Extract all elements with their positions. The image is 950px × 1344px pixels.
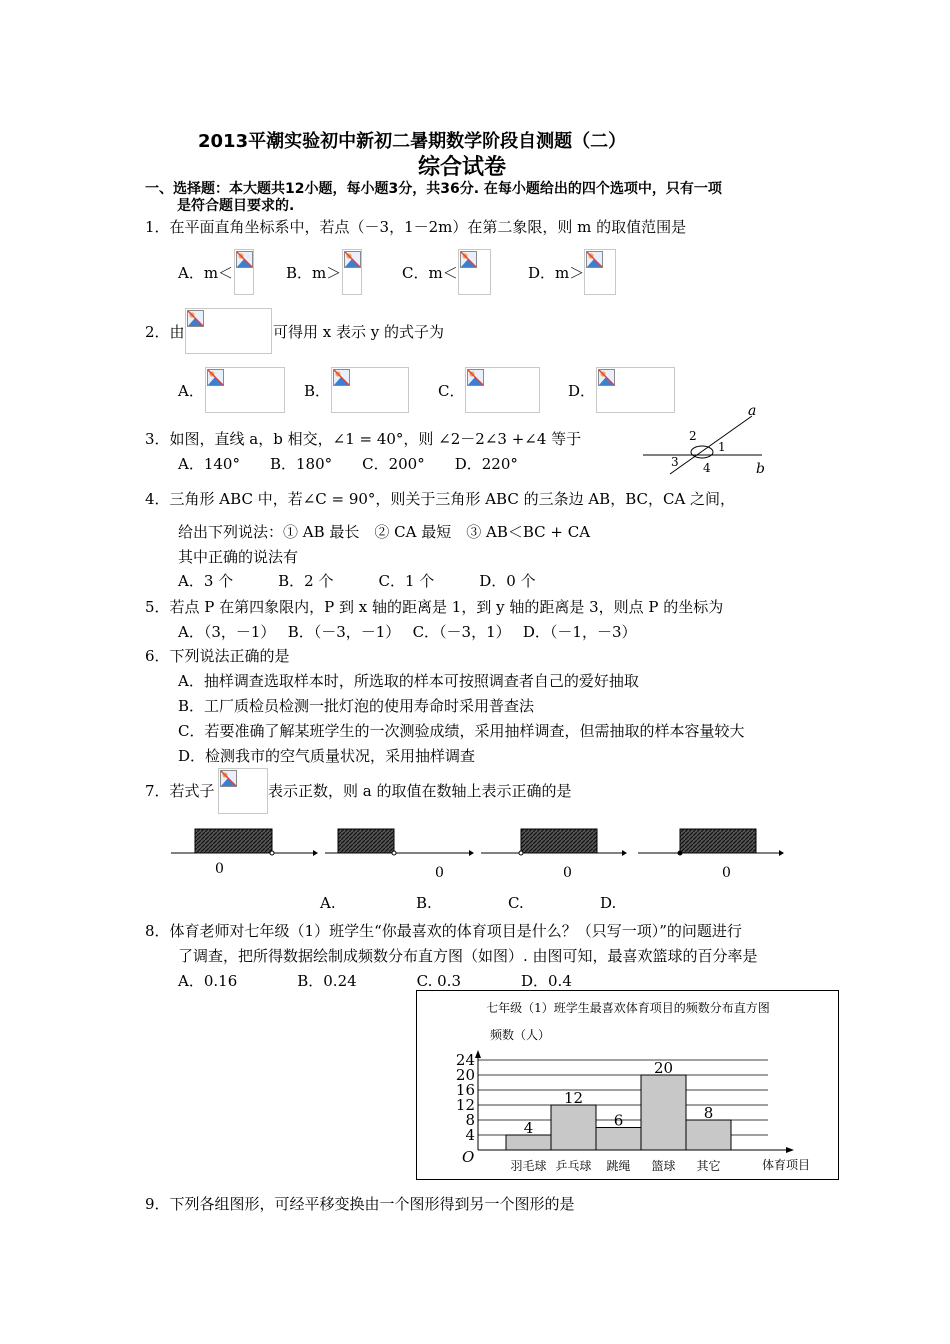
question-3-stem: 3．如图，直线 a，b 相交，∠1 = 40°，则 ∠2－2∠3 +∠4 等于 bbox=[145, 430, 582, 448]
bar-value-label: 4 bbox=[523, 1119, 534, 1137]
broken-image-icon bbox=[344, 251, 361, 268]
image-placeholder bbox=[185, 308, 272, 354]
question-5-stem: 5．若点 P 在第四象限内，P 到 x 轴的距离是 1，到 y 轴的距离是 3，则点 P 的坐标为 bbox=[145, 598, 724, 616]
image-placeholder bbox=[342, 249, 362, 295]
question-7-suffix: 表示正数，则 a 的取值在数轴上表示正确的是 bbox=[268, 782, 572, 800]
question-1-option-c: C．m＜ bbox=[402, 264, 458, 282]
bar-value-label: 6 bbox=[613, 1111, 624, 1130]
x-axis-label: 体育项目 bbox=[762, 1158, 811, 1172]
broken-image-icon bbox=[460, 251, 477, 268]
angle-4-label: 4 bbox=[703, 461, 711, 475]
broken-image-icon bbox=[586, 251, 603, 268]
question-3-options: A．140° B．180° C．200° D．220° bbox=[178, 455, 518, 473]
y-tick-label: 16 bbox=[455, 1081, 475, 1099]
zero-label: 0 bbox=[563, 865, 572, 881]
broken-image-icon bbox=[236, 251, 253, 268]
y-tick-label: 8 bbox=[465, 1111, 475, 1129]
line-a-label: a bbox=[748, 403, 757, 419]
number-line-c bbox=[481, 829, 627, 881]
number-line-d bbox=[638, 829, 784, 881]
question-2-option-b: B． bbox=[304, 382, 331, 400]
broken-image-icon bbox=[598, 369, 615, 386]
y-tick-label: 4 bbox=[465, 1126, 475, 1144]
bar bbox=[641, 1075, 686, 1150]
image-placeholder bbox=[218, 768, 268, 814]
section-heading: 一、选择题：本大题共12小题，每小题3分，共36分. 在每小题给出的四个选项中，只有一项 bbox=[145, 181, 722, 197]
bar bbox=[686, 1120, 731, 1150]
question-6-stem: 6．下列说法正确的是 bbox=[145, 647, 290, 665]
line-b-label: b bbox=[756, 461, 765, 477]
number-line-figures bbox=[165, 820, 795, 890]
question-6-option-a: A．抽样调查选取样本时，所选取的样本可按照调查者自己的爱好抽取 bbox=[178, 672, 639, 690]
frequency-histogram bbox=[416, 990, 839, 1180]
image-placeholder bbox=[331, 367, 409, 413]
page-subtitle: 综合试卷 bbox=[418, 155, 507, 180]
broken-image-icon bbox=[220, 770, 237, 787]
question-2-suffix: 可得用 x 表示 y 的式子为 bbox=[273, 323, 445, 341]
broken-image-icon bbox=[333, 369, 350, 386]
image-placeholder bbox=[584, 249, 616, 295]
angle-3-label: 3 bbox=[671, 455, 679, 469]
intersecting-lines-figure bbox=[640, 400, 780, 480]
question-5-options: A．（3，－1） B．（－3，－1） C．（－3，1） D．（－1，－3） bbox=[178, 623, 637, 641]
bar-value-label: 12 bbox=[563, 1089, 584, 1107]
bar bbox=[551, 1105, 596, 1150]
bar bbox=[506, 1135, 551, 1150]
question-7-prefix: 7．若式子 bbox=[145, 782, 215, 800]
y-tick-label: 20 bbox=[455, 1066, 475, 1084]
question-6-option-d: D．检测我市的空气质量状况，采用抽样调查 bbox=[178, 747, 476, 765]
image-placeholder bbox=[458, 249, 491, 295]
question-6-option-b: B．工厂质检员检测一批灯泡的使用寿命时采用普查法 bbox=[178, 697, 535, 715]
broken-image-icon bbox=[467, 369, 484, 386]
image-placeholder bbox=[205, 367, 285, 413]
question-7-option-d: D. bbox=[600, 894, 617, 912]
y-tick-label: 24 bbox=[455, 1051, 475, 1069]
question-4-prompt: 其中正确的说法有 bbox=[178, 548, 299, 566]
number-line-a bbox=[171, 829, 318, 877]
section-heading-cont: 是符合题目要求的. bbox=[177, 198, 295, 214]
x-tick-label: 篮球 bbox=[651, 1159, 676, 1173]
broken-image-icon bbox=[207, 369, 224, 386]
zero-label: 0 bbox=[435, 865, 444, 881]
broken-image-icon bbox=[187, 310, 204, 327]
question-6-option-c: C．若要准确了解某班学生的一次测验成绩，采用抽样调查，但需抽取的样本容量较大 bbox=[178, 722, 745, 740]
question-2-prefix: 2．由 bbox=[145, 323, 185, 341]
question-4-stem: 4．三角形 ABC 中，若∠C = 90°，则关于三角形 ABC 的三条边 AB，BC，CA 之间， bbox=[145, 490, 736, 508]
question-2-option-c: C． bbox=[438, 382, 465, 400]
question-7-option-c: C. bbox=[508, 894, 524, 912]
x-tick-label: 跳绳 bbox=[606, 1159, 631, 1173]
question-2-option-a: A． bbox=[178, 382, 204, 400]
origin-label: O bbox=[462, 1148, 475, 1166]
bar bbox=[596, 1128, 641, 1151]
question-8-options: A．0.16 B．0.24 C. 0.3 D．0.4 bbox=[178, 972, 572, 990]
question-8-stem: 8．体育老师对七年级（1）班学生“你最喜欢的体育项目是什么？（只写一项）”的问题进行 bbox=[145, 922, 742, 940]
bar-value-label: 20 bbox=[653, 1059, 674, 1077]
chart-title: 七年级（1）班学生最喜欢体育项目的频数分布直方图 bbox=[486, 1001, 770, 1015]
x-tick-label: 乒乓球 bbox=[555, 1159, 592, 1173]
question-2-option-d: D． bbox=[568, 382, 596, 400]
question-4-statements: 给出下列说法：① AB 最长 ② CA 最短 ③ AB＜BC + CA bbox=[178, 523, 591, 541]
question-1-stem: 1．在平面直角坐标系中，若点（－3，1－2m）在第二象限，则 m 的取值范围是 bbox=[145, 218, 687, 236]
question-8-stem-cont: 了调查，把所得数据绘制成频数分布直方图（如图）. 由图可知，最喜欢篮球的百分率是 bbox=[178, 947, 758, 965]
y-axis-label: 频数（人） bbox=[490, 1028, 551, 1042]
question-7-option-b: B. bbox=[416, 894, 432, 912]
bar-value-label: 8 bbox=[703, 1104, 714, 1122]
angle-1-label: 1 bbox=[718, 440, 726, 454]
page-title: 2013平潮实验初中新初二暑期数学阶段自测题（二） bbox=[198, 131, 627, 152]
question-1-option-b: B．m＞ bbox=[286, 264, 342, 282]
y-tick-label: 12 bbox=[455, 1096, 475, 1114]
question-4-options: A．3 个 B．2 个 C．1 个 D．0 个 bbox=[178, 572, 536, 590]
angle-2-label: 2 bbox=[689, 429, 697, 443]
question-1-option-a: A．m＜ bbox=[178, 264, 234, 282]
question-7-option-a: A. bbox=[320, 894, 336, 912]
zero-label: 0 bbox=[722, 865, 731, 881]
image-placeholder bbox=[465, 367, 540, 413]
x-tick-label: 其它 bbox=[696, 1159, 721, 1173]
question-9-stem: 9．下列各组图形，可经平移变换由一个图形得到另一个图形的是 bbox=[145, 1195, 575, 1213]
zero-label: 0 bbox=[215, 861, 224, 877]
number-line-b bbox=[325, 829, 474, 881]
image-placeholder bbox=[234, 249, 254, 295]
x-tick-label: 羽毛球 bbox=[510, 1159, 547, 1173]
question-1-option-d: D．m＞ bbox=[528, 264, 585, 282]
